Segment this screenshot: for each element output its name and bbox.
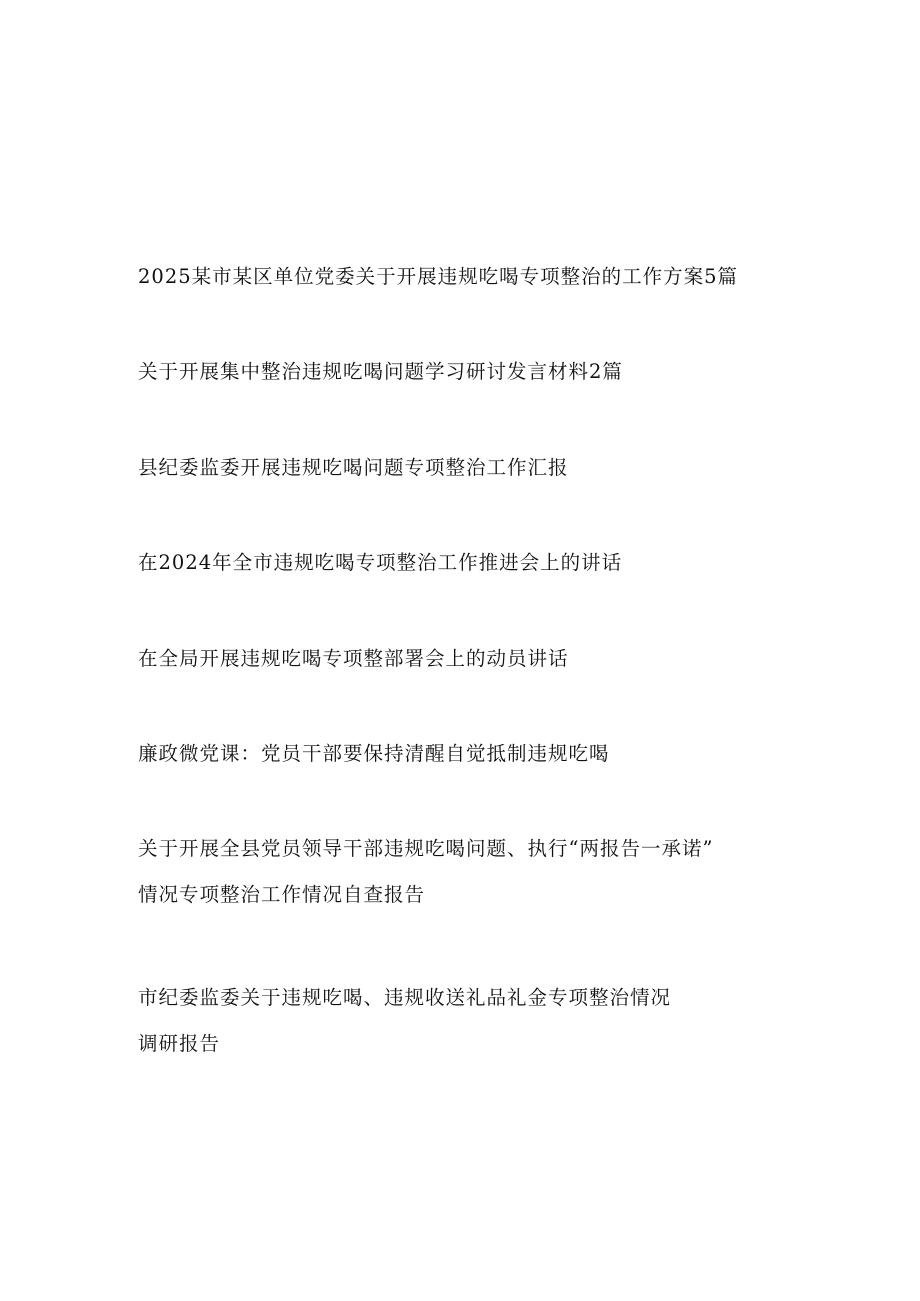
document-entry-2 (138, 349, 778, 395)
entry-2-line-1: 关于开展集中整治违规吃喝问题学习研讨发言材料2篇 (138, 360, 623, 383)
entry-7-line-1: 关于开展全县党员领导干部违规吃喝问题、执行“两报告一承诺” (138, 837, 714, 860)
entry-8-line-2: 调研报告 (138, 1032, 221, 1055)
entry-7-line-2: 情况专项整治工作情况自查报告 (138, 883, 426, 906)
entry-4-line-1: 在2024年全市违规吃喝专项整治工作推进会上的讲话 (138, 551, 623, 574)
entry-6-line-1: 廉政微党课：党员干部要保持清醒自觉抵制违规吃喝 (138, 742, 610, 765)
document-entry-6 (138, 731, 778, 777)
document-entry-7 (138, 826, 778, 918)
document-entry-1 (138, 254, 778, 300)
entry-5-line-1: 在全局开展违规吃喝专项整部署会上的动员讲话 (138, 647, 569, 670)
entry-3-line-1: 县纪委监委开展违规吃喝问题专项整治工作汇报 (138, 456, 569, 479)
entry-8-line-1: 市纪委监委关于违规吃喝、违规收送礼品礼金专项整治情况 (138, 986, 672, 1009)
document-entry-4 (138, 540, 778, 586)
document-entry-5 (138, 636, 778, 682)
entry-1-line-1: 2025某市某区单位党委关于开展违规吃喝专项整治的工作方案5篇 (138, 265, 739, 288)
document-entry-8 (138, 975, 778, 1067)
document-entry-3 (138, 445, 778, 491)
